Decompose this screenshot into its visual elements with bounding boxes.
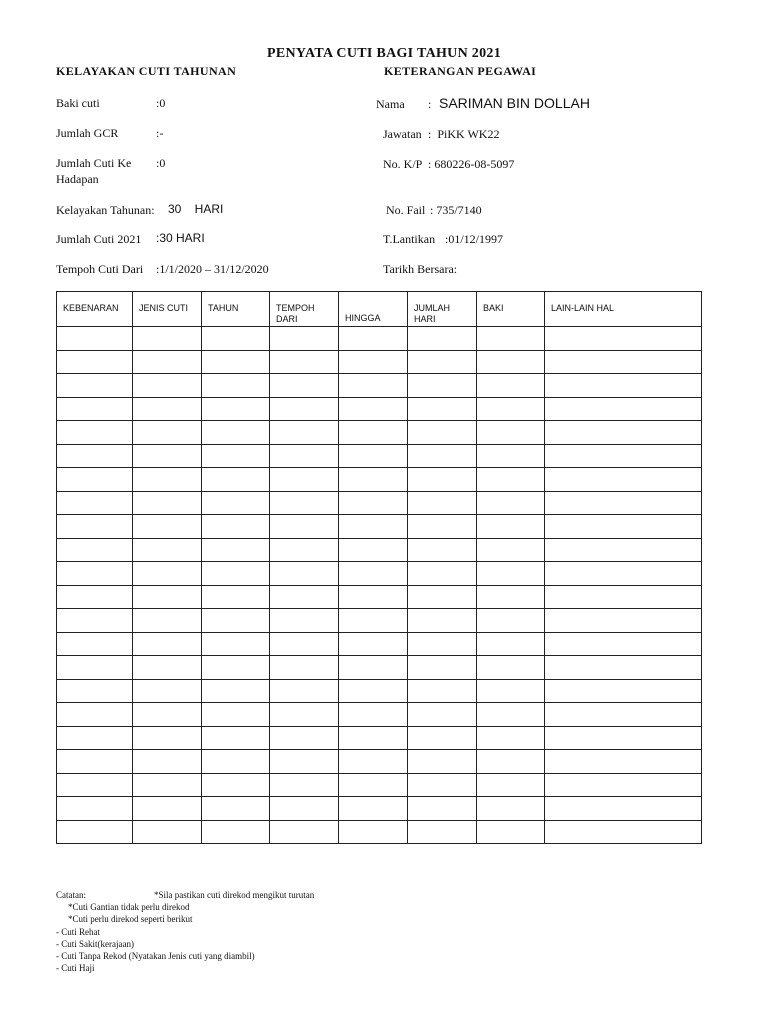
table-row: [57, 491, 702, 515]
table-cell: [339, 515, 408, 539]
table-cell: [133, 656, 202, 680]
table-cell: [57, 632, 133, 656]
table-cell: [133, 491, 202, 515]
table-cell: [270, 632, 339, 656]
table-cell: [477, 538, 545, 562]
table-cell: [477, 750, 545, 774]
table-cell: [545, 750, 702, 774]
table-cell: [545, 421, 702, 445]
table-cell: [477, 609, 545, 633]
table-cell: [477, 585, 545, 609]
table-cell: [133, 468, 202, 492]
table-cell: [270, 679, 339, 703]
table-cell: [339, 444, 408, 468]
table-cell: [545, 562, 702, 586]
table-row: [57, 515, 702, 539]
table-cell: [477, 820, 545, 844]
catatan-label: Catatan:: [56, 890, 86, 900]
note-line: - Cuti Haji: [56, 963, 95, 974]
tempoh-cuti-label: Tempoh Cuti Dari: [56, 262, 144, 276]
note-line: *Cuti Gantian tidak perlu direkod: [68, 902, 190, 913]
table-cell: [57, 491, 133, 515]
table-cell: [408, 491, 477, 515]
nama-label: Nama: [376, 97, 405, 111]
table-cell: [545, 726, 702, 750]
table-cell: [408, 538, 477, 562]
table-cell: [57, 609, 133, 633]
table-cell: [133, 609, 202, 633]
table-cell: [202, 562, 270, 586]
table-body: [57, 327, 702, 844]
table-cell: [133, 679, 202, 703]
table-cell: [133, 585, 202, 609]
jawatan-label: Jawatan: [383, 127, 422, 141]
document-title: PENYATA CUTI BAGI TAHUN 2021: [267, 46, 501, 61]
table-cell: [339, 609, 408, 633]
table-cell: [270, 562, 339, 586]
table-cell: [408, 444, 477, 468]
table-cell: [202, 726, 270, 750]
col-kebenaran: KEBENARAN: [57, 292, 133, 327]
table-cell: [270, 468, 339, 492]
cuti-ke-hadapan-value: :0: [156, 156, 166, 170]
table-cell: [202, 374, 270, 398]
table-row: [57, 820, 702, 844]
table-cell: [408, 350, 477, 374]
table-cell: [57, 750, 133, 774]
table-cell: [270, 750, 339, 774]
table-cell: [477, 726, 545, 750]
table-cell: [545, 538, 702, 562]
jumlah-cuti-label: Jumlah Cuti 2021: [56, 232, 142, 246]
table-cell: [477, 397, 545, 421]
table-cell: [57, 327, 133, 351]
table-cell: [133, 374, 202, 398]
lantikan-label: T.Lantikan: [383, 232, 436, 246]
table-cell: [339, 679, 408, 703]
table-cell: [339, 820, 408, 844]
col-lain-lain-hal: LAIN-LAIN HAL: [545, 292, 702, 327]
table-cell: [270, 726, 339, 750]
table-cell: [339, 538, 408, 562]
officer-details-heading: KETERANGAN PEGAWAI: [384, 64, 537, 78]
table-cell: [477, 491, 545, 515]
table-cell: [202, 632, 270, 656]
table-cell: [270, 703, 339, 727]
table-cell: [545, 820, 702, 844]
table-cell: [57, 468, 133, 492]
baki-cuti-label: Baki cuti: [56, 96, 100, 110]
table-cell: [408, 750, 477, 774]
table-cell: [57, 679, 133, 703]
table-cell: [545, 585, 702, 609]
table-cell: [339, 773, 408, 797]
table-cell: [408, 585, 477, 609]
table-cell: [408, 656, 477, 680]
table-cell: [57, 585, 133, 609]
col-jumlah-line2: HARI: [414, 314, 436, 324]
table-cell: [339, 797, 408, 821]
jumlah-gcr-label: Jumlah GCR: [56, 126, 119, 140]
table-cell: [202, 820, 270, 844]
col-tahun: TAHUN: [202, 292, 270, 327]
table-cell: [545, 444, 702, 468]
table-row: [57, 632, 702, 656]
col-jenis-cuti: JENIS CUTI: [133, 292, 202, 327]
table-cell: [270, 327, 339, 351]
baki-cuti-value: :0: [156, 96, 166, 110]
table-cell: [202, 797, 270, 821]
table-cell: [545, 515, 702, 539]
table-cell: [477, 444, 545, 468]
table-cell: [270, 421, 339, 445]
leave-record-table: [56, 291, 702, 844]
notes-section: [56, 889, 314, 974]
table-cell: [133, 562, 202, 586]
note-line: - Cuti Sakit(kerajaan): [56, 938, 134, 949]
table-cell: [339, 491, 408, 515]
catatan-text: *Sila pastikan cuti direkod mengikut turutan: [154, 890, 315, 900]
table-header-row: [57, 292, 702, 327]
table-cell: [57, 515, 133, 539]
table-row: [57, 562, 702, 586]
table-cell: [202, 350, 270, 374]
tempoh-cuti-value: :1/1/2020 – 31/12/2020: [156, 262, 269, 276]
table-cell: [270, 820, 339, 844]
table-cell: [57, 421, 133, 445]
table-cell: [270, 350, 339, 374]
table-cell: [339, 585, 408, 609]
table-cell: [339, 656, 408, 680]
table-row: [57, 327, 702, 351]
table-cell: [408, 374, 477, 398]
table-cell: [477, 515, 545, 539]
table-cell: [133, 773, 202, 797]
nama-colon: :: [428, 97, 432, 111]
table-row: [57, 397, 702, 421]
table-cell: [477, 562, 545, 586]
table-cell: [408, 820, 477, 844]
table-cell: [57, 397, 133, 421]
table-cell: [57, 444, 133, 468]
table-row: [57, 538, 702, 562]
table-row: [57, 468, 702, 492]
bersara-label: Tarikh Bersara:: [383, 262, 458, 276]
table-cell: [202, 585, 270, 609]
col-tempoh-line1: TEMPOH: [276, 303, 315, 313]
table-cell: [545, 632, 702, 656]
col-tempoh-line2: DARI: [276, 314, 298, 324]
table-cell: [57, 820, 133, 844]
table-cell: [57, 726, 133, 750]
table-cell: [270, 538, 339, 562]
table-cell: [133, 515, 202, 539]
table-cell: [545, 397, 702, 421]
table-cell: [270, 585, 339, 609]
table-cell: [339, 350, 408, 374]
jumlah-cuti-value: :30 HARI: [156, 231, 205, 245]
table-cell: [339, 632, 408, 656]
table-cell: [477, 773, 545, 797]
table-row: [57, 773, 702, 797]
table-cell: [408, 609, 477, 633]
table-cell: [202, 327, 270, 351]
fail-value: : 735/7140: [430, 203, 482, 217]
table-cell: [202, 679, 270, 703]
cuti-ke-hadapan-label: Jumlah Cuti Ke: [56, 156, 132, 170]
jumlah-gcr-value: :-: [156, 126, 164, 140]
table-cell: [339, 750, 408, 774]
table-cell: [202, 703, 270, 727]
table-cell: [57, 538, 133, 562]
table-cell: [408, 679, 477, 703]
table-row: [57, 444, 702, 468]
table-cell: [57, 797, 133, 821]
table-cell: [339, 726, 408, 750]
table-cell: [133, 397, 202, 421]
table-cell: [339, 397, 408, 421]
table-cell: [202, 515, 270, 539]
table-cell: [408, 468, 477, 492]
table-cell: [133, 350, 202, 374]
table-cell: [133, 327, 202, 351]
table-cell: [545, 679, 702, 703]
table-cell: [57, 350, 133, 374]
table-cell: [202, 609, 270, 633]
table-cell: [477, 632, 545, 656]
table-row: [57, 750, 702, 774]
table-cell: [477, 679, 545, 703]
kp-value: : 680226-08-5097: [428, 157, 515, 171]
table-row: [57, 656, 702, 680]
table-cell: [133, 797, 202, 821]
table-cell: [545, 773, 702, 797]
table-cell: [270, 444, 339, 468]
col-hingga: HINGGA: [339, 292, 408, 327]
table-cell: [202, 444, 270, 468]
cuti-ke-hadapan-label-cont: Hadapan: [56, 172, 99, 186]
table-cell: [133, 750, 202, 774]
table-cell: [545, 468, 702, 492]
table-cell: [408, 773, 477, 797]
table-cell: [270, 773, 339, 797]
nama-value: SARIMAN BIN DOLLAH: [439, 95, 590, 111]
table-cell: [339, 421, 408, 445]
table-row: [57, 350, 702, 374]
table-cell: [202, 491, 270, 515]
table-cell: [545, 491, 702, 515]
table-cell: [408, 726, 477, 750]
table-cell: [477, 468, 545, 492]
note-line: - Cuti Tanpa Rekod (Nyatakan Jenis cuti yang diambil): [56, 951, 255, 962]
table-row: [57, 679, 702, 703]
table-cell: [339, 327, 408, 351]
table-cell: [133, 421, 202, 445]
table-cell: [477, 327, 545, 351]
table-cell: [477, 421, 545, 445]
table-cell: [133, 703, 202, 727]
col-tempoh-dari: [270, 292, 339, 327]
table-cell: [545, 327, 702, 351]
table-cell: [408, 397, 477, 421]
table-cell: [202, 397, 270, 421]
table-cell: [57, 656, 133, 680]
table-cell: [133, 538, 202, 562]
table-cell: [408, 703, 477, 727]
table-cell: [202, 750, 270, 774]
table-row: [57, 585, 702, 609]
table-row: [57, 609, 702, 633]
table-cell: [477, 797, 545, 821]
table-cell: [408, 327, 477, 351]
table-cell: [270, 609, 339, 633]
table-cell: [477, 350, 545, 374]
table-cell: [339, 562, 408, 586]
table-cell: [545, 609, 702, 633]
table-row: [57, 703, 702, 727]
kelayakan-label: Kelayakan Tahunan:: [56, 203, 155, 217]
kp-label: No. K/P: [383, 157, 423, 171]
table-cell: [408, 515, 477, 539]
table-cell: [339, 468, 408, 492]
kelayakan-value: 30 HARI: [168, 202, 224, 216]
table-cell: [270, 515, 339, 539]
table-cell: [270, 374, 339, 398]
table-cell: [202, 656, 270, 680]
table-cell: [339, 703, 408, 727]
entitlement-heading: KELAYAKAN CUTI TAHUNAN: [56, 64, 237, 78]
table-cell: [545, 797, 702, 821]
fail-label: No. Fail: [386, 203, 426, 217]
table-cell: [408, 562, 477, 586]
table-cell: [545, 350, 702, 374]
table-cell: [202, 538, 270, 562]
table-row: [57, 421, 702, 445]
lantikan-value: :01/12/1997: [445, 232, 504, 246]
table-cell: [545, 703, 702, 727]
table-row: [57, 726, 702, 750]
table-cell: [270, 656, 339, 680]
table-cell: [545, 656, 702, 680]
table-cell: [270, 397, 339, 421]
table-cell: [133, 726, 202, 750]
table-cell: [133, 820, 202, 844]
table-cell: [57, 374, 133, 398]
table-cell: [545, 374, 702, 398]
table-cell: [202, 421, 270, 445]
table-cell: [477, 374, 545, 398]
table-cell: [408, 797, 477, 821]
table-row: [57, 374, 702, 398]
table-cell: [339, 374, 408, 398]
table-cell: [133, 444, 202, 468]
table-cell: [270, 797, 339, 821]
col-jumlah-line1: JUMLAH: [414, 303, 451, 313]
col-baki: BAKI: [477, 292, 545, 327]
table-cell: [408, 632, 477, 656]
table-cell: [57, 773, 133, 797]
note-line: - Cuti Rehat: [56, 926, 100, 937]
table-cell: [408, 421, 477, 445]
table-cell: [57, 562, 133, 586]
table-row: [57, 797, 702, 821]
table-cell: [202, 773, 270, 797]
note-line: *Cuti perlu direkod seperti berikut: [68, 914, 193, 925]
col-jumlah-hari: [408, 292, 477, 327]
jawatan-value: : PiKK WK22: [428, 127, 500, 141]
table-cell: [57, 703, 133, 727]
table-cell: [477, 656, 545, 680]
table-cell: [270, 491, 339, 515]
table-cell: [202, 468, 270, 492]
table-cell: [477, 703, 545, 727]
table-cell: [133, 632, 202, 656]
